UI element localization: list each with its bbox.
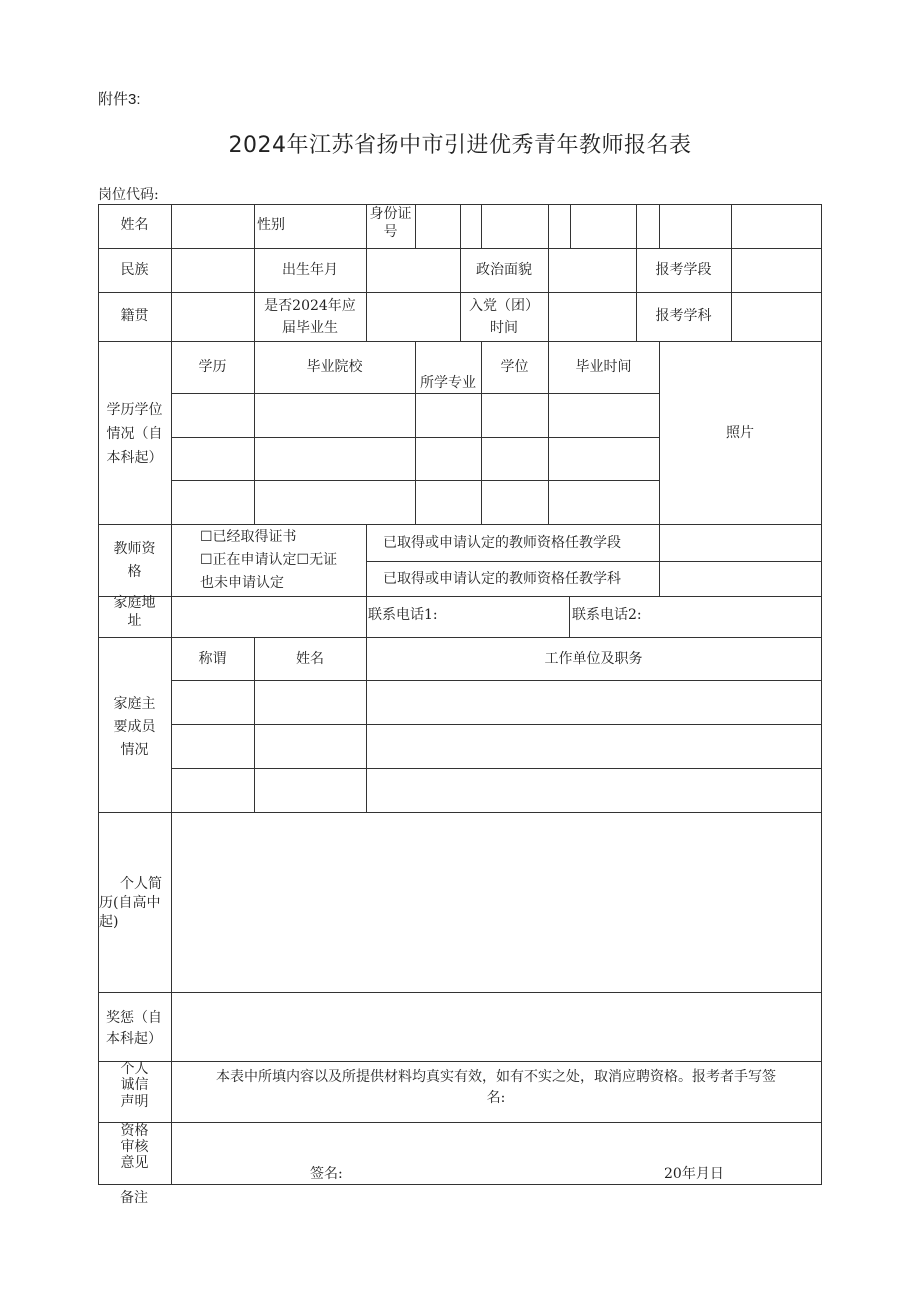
review-label-line1: 资格 [120, 1123, 149, 1139]
party-join-label-line1: 入党（团） [469, 298, 539, 314]
cert-option-none: 也未申请认定 [200, 575, 284, 591]
attachment-label: 附件3: [98, 91, 141, 108]
col-degree-type: 学位 [500, 359, 529, 375]
teacher-cert-label-line2: 格 [127, 564, 142, 580]
resume-label-line2: 历(自高中 [99, 895, 161, 911]
col-graduation-time: 毕业时间 [575, 359, 632, 375]
phone-1-label: 联系电话1: [368, 607, 438, 623]
gender-label: 性别 [257, 217, 285, 233]
resume-label-line1: 个人简 [120, 876, 162, 892]
integrity-label-line1: 个人 [120, 1061, 149, 1077]
address-label-line1: 家庭地 [113, 595, 156, 611]
education-label-line1: 学历学位 [106, 402, 163, 418]
review-signature-label: 签名: [310, 1166, 343, 1182]
address-label-line2: 址 [127, 613, 142, 629]
review-label-line2: 审核 [120, 1139, 149, 1155]
graduate-label-line2: 届毕业生 [282, 320, 338, 336]
integrity-statement-line2: 名: [486, 1090, 506, 1106]
party-join-label-line2: 时间 [490, 320, 518, 336]
integrity-statement-line1: 本表中所填内容以及所提供材料均真实有效，如有不实之处，取消应聘资格。报考者手写签 [216, 1069, 776, 1085]
review-date-label: 20年月日 [664, 1166, 724, 1182]
education-label-line3: 本科起） [106, 450, 163, 466]
col-member-name: 姓名 [296, 651, 324, 667]
id-number-label-line2: 号 [383, 224, 398, 240]
family-label-line2: 要成员 [113, 719, 156, 735]
remarks-label: 备注 [120, 1190, 148, 1206]
family-label-line1: 家庭主 [113, 696, 156, 712]
page-title: 2024年江苏省扬中市引进优秀青年教师报名表 [228, 133, 692, 158]
graduate-label-line1: 是否2024年应 [264, 298, 356, 314]
exam-stage-label: 报考学段 [655, 262, 712, 278]
review-label-line3: 意见 [120, 1155, 149, 1171]
name-label: 姓名 [120, 217, 149, 233]
col-work-unit: 工作单位及职务 [544, 651, 643, 667]
teacher-cert-label-line1: 教师资 [113, 541, 156, 557]
ethnicity-label: 民族 [120, 262, 149, 278]
col-degree: 学历 [198, 359, 227, 375]
education-label-line2: 情况（自 [106, 426, 163, 442]
cert-option-applying[interactable]: ☐正在申请认定☐无证 [200, 552, 338, 568]
integrity-label-line3: 声明 [120, 1094, 149, 1110]
integrity-label-line2: 诚信 [120, 1077, 149, 1093]
awards-label-line2: 本科起） [106, 1031, 162, 1047]
birth-date-label: 出生年月 [282, 262, 338, 278]
cert-subject-label: 已取得或申请认定的教师资格任教学科 [383, 571, 621, 587]
awards-label-line1: 奖惩（自 [106, 1010, 162, 1026]
phone-2-label: 联系电话2: [572, 607, 642, 623]
id-number-label-line1: 身份证 [369, 206, 412, 222]
col-major: 所学专业 [420, 375, 476, 391]
post-code-label: 岗位代码: [98, 187, 159, 203]
photo-label: 照片 [726, 425, 754, 441]
native-place-label: 籍贯 [120, 308, 149, 324]
resume-label-line3: 起) [99, 914, 119, 930]
cert-option-obtained[interactable]: ☐已经取得证书 [200, 529, 297, 545]
family-label-line3: 情况 [120, 742, 149, 758]
col-relation: 称谓 [198, 651, 227, 667]
political-status-label: 政治面貌 [476, 262, 532, 278]
exam-subject-label: 报考学科 [655, 308, 712, 324]
col-school: 毕业院校 [306, 359, 363, 375]
cert-stage-label: 已取得或申请认定的教师资格任教学段 [383, 535, 621, 551]
